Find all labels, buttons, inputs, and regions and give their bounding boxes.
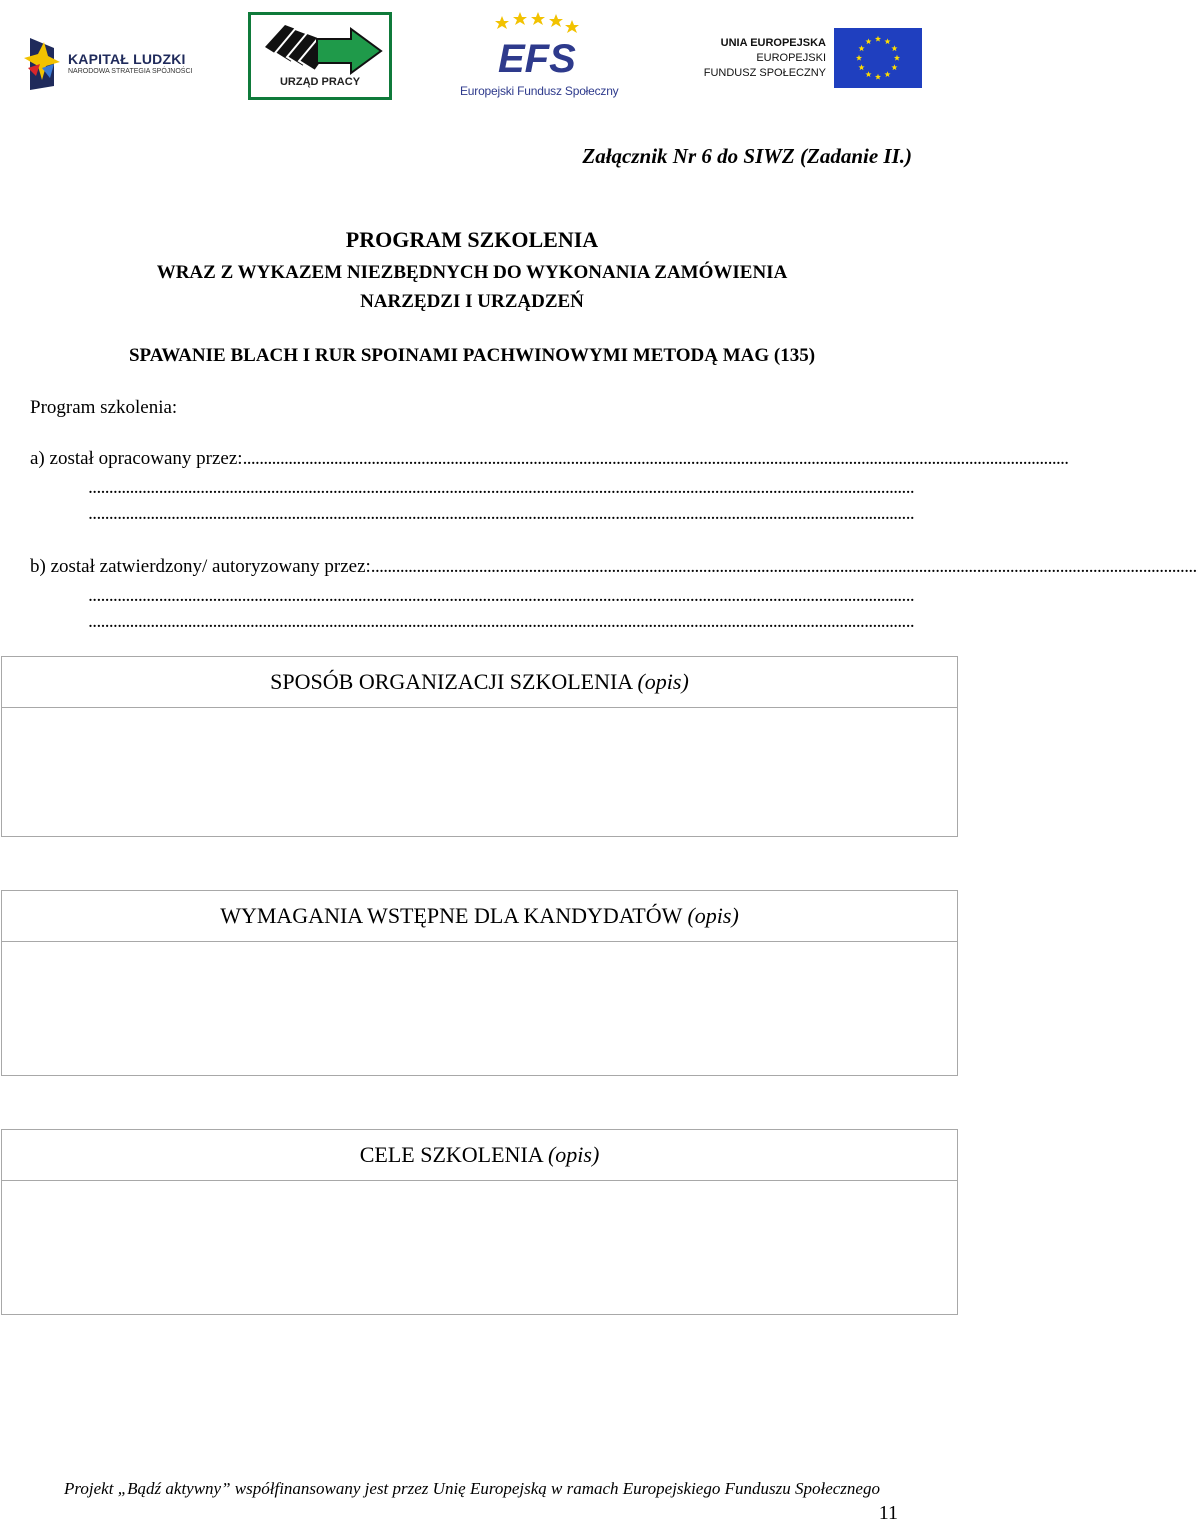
item-b-dots: ....................................................................................................................................................................................................... bbox=[370, 556, 1197, 577]
page-number: 11 bbox=[878, 1502, 898, 1524]
urzad-pracy-logo bbox=[248, 12, 392, 100]
item-b-label: b) został zatwierdzony/ autoryzowany przez: bbox=[30, 556, 371, 577]
efs-mark: EFS bbox=[498, 37, 576, 81]
item-a-dots-line2: ....................................................................................................................................................................................................... bbox=[88, 477, 914, 498]
document-subtitle-line2: NARZĘDZI I URZĄDZEŃ bbox=[360, 291, 584, 312]
item-a-dots: ....................................................................................................................................................................................................... bbox=[242, 448, 1069, 469]
item-b-dots-line3: ....................................................................................................................................................................................................... bbox=[88, 611, 914, 632]
unia-europejska-logo bbox=[700, 28, 930, 90]
kapital-ludzki-star-icon bbox=[24, 34, 68, 90]
footer-text: Projekt „Bądź aktywny” współfinansowany jest przez Unię Europejską w ramach Europejskiego Funduszu Społecznego bbox=[64, 1479, 880, 1498]
eu-flag-icon bbox=[834, 28, 922, 88]
unia-europejska-text bbox=[704, 36, 826, 81]
urzad-pracy-label: URZĄD PRACY bbox=[279, 76, 361, 88]
kapital-ludzki-subtitle: NARODOWA STRATEGIA SPÓJNOŚCI bbox=[68, 68, 193, 75]
unia-europejska-line1: UNIA EUROPEJSKA bbox=[720, 37, 826, 49]
unia-europejska-line3: FUNDUSZ SPOŁECZNY bbox=[703, 67, 826, 79]
section-title-organization: SPOSÓB ORGANIZACJI SZKOLENIA bbox=[270, 669, 632, 694]
item-b-line bbox=[30, 556, 1197, 578]
section-note-goals: (opis) bbox=[547, 1142, 600, 1167]
efs-logo bbox=[458, 10, 628, 102]
section-note-organization: (opis) bbox=[637, 669, 689, 694]
item-b-dots-line2: ....................................................................................................................................................................................................... bbox=[88, 585, 914, 606]
document-subtitle-line1: WRAZ Z WYKAZEM NIEZBĘDNYCH DO WYKONANIA ZAMÓWIENIA bbox=[156, 262, 788, 283]
efs-caption: Europejski Fundusz Społeczny bbox=[460, 84, 619, 98]
efs-stars-icon bbox=[458, 10, 628, 84]
section-box-organization bbox=[1, 656, 958, 837]
kapital-ludzki-logo bbox=[24, 34, 204, 90]
section-note-requirements: (opis) bbox=[687, 903, 739, 928]
section-box-requirements bbox=[1, 890, 958, 1076]
section-header-goals bbox=[2, 1130, 957, 1181]
course-name: SPAWANIE BLACH I RUR SPOINAMI PACHWINOWYMI METODĄ MAG (135) bbox=[128, 345, 816, 366]
unia-europejska-line2: EUROPEJSKI bbox=[756, 52, 826, 64]
section-title-goals: CELE SZKOLENIA bbox=[359, 1142, 543, 1167]
section-box-goals bbox=[1, 1129, 958, 1315]
section-header-requirements bbox=[2, 891, 957, 942]
urzad-pracy-cards-arrow-icon bbox=[251, 17, 389, 77]
kapital-ludzki-title: KAPITAŁ LUDZKI bbox=[68, 51, 186, 67]
item-a-line bbox=[30, 448, 1069, 470]
document-title: PROGRAM SZKOLENIA bbox=[345, 227, 599, 252]
item-a-label: a) został opracowany przez: bbox=[30, 448, 243, 469]
section-header-organization bbox=[2, 657, 957, 708]
section-title-requirements: WYMAGANIA WSTĘPNE DLA KANDYDATÓW bbox=[220, 903, 682, 928]
program-label: Program szkolenia: bbox=[30, 397, 178, 418]
annex-label: Załącznik Nr 6 do SIWZ (Zadanie II.) bbox=[582, 144, 912, 168]
item-a-dots-line3: ....................................................................................................................................................................................................... bbox=[88, 503, 914, 524]
